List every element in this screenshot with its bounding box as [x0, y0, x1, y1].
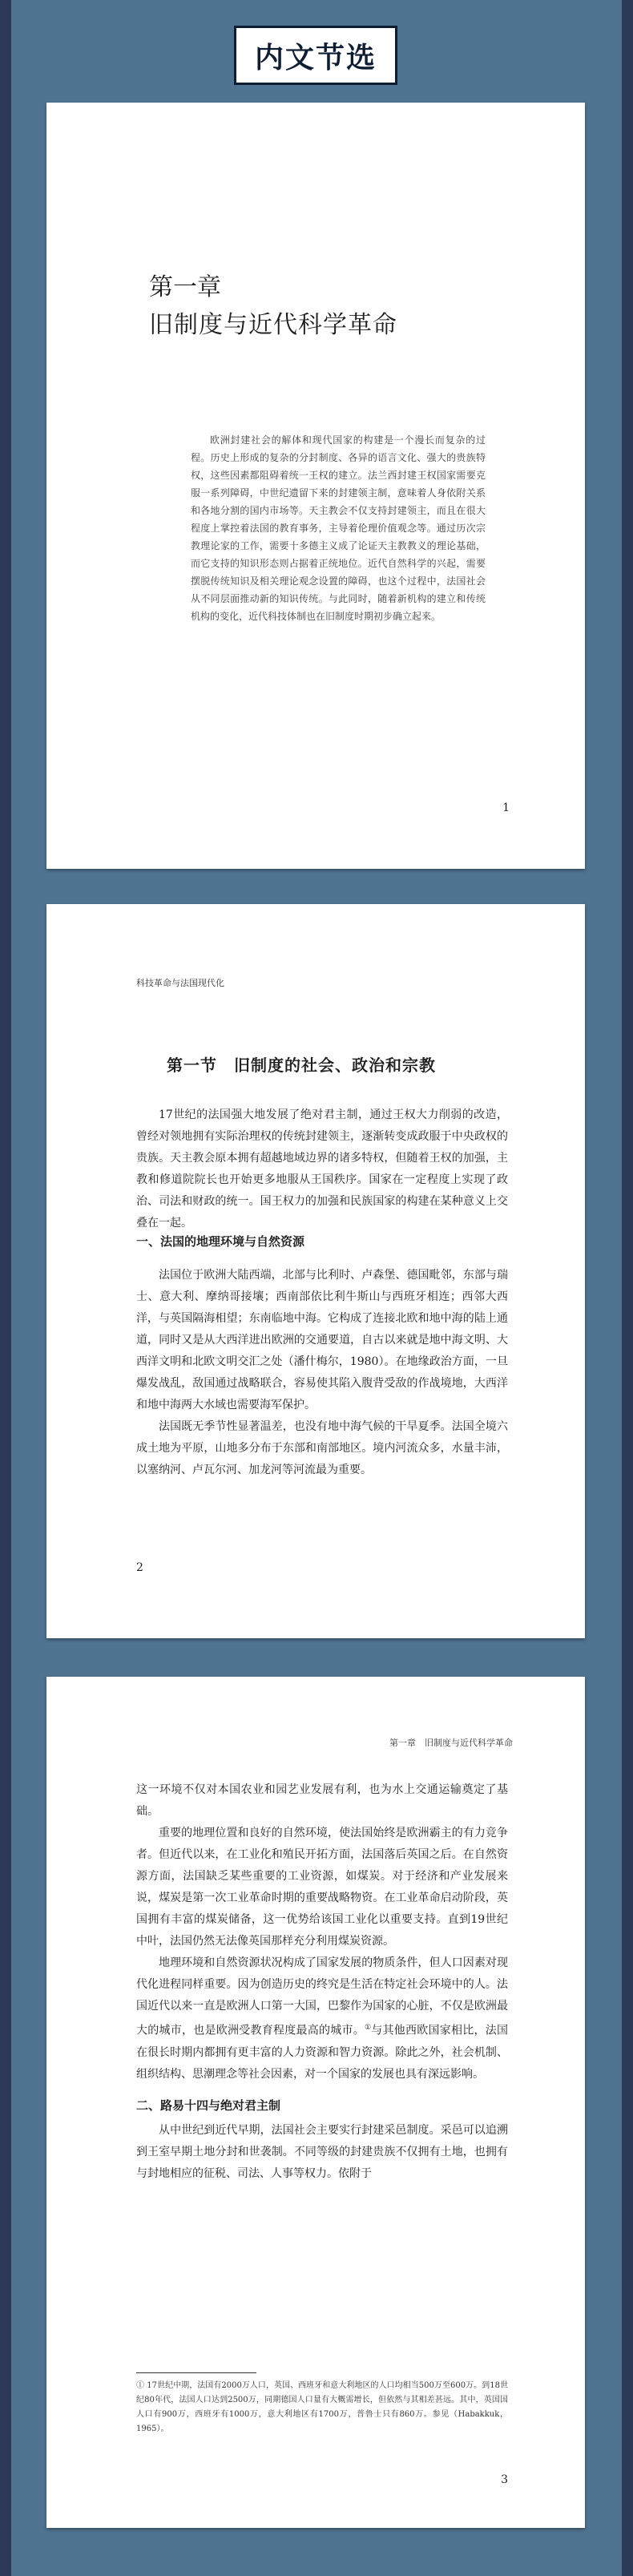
geography-text [136, 1265, 508, 1481]
footnote-divider [136, 2372, 256, 2373]
paragraph: 法国位于欧洲大陆西端，北部与比利时、卢森堡、德国毗邻，东部与瑞士、意大利、摩纳哥接壤；西南部依比利牛斯山与西班牙相连；西邻大西洋，与英国隔海相望；东南临地中海。它构成了连接北欧和地中海的陆上通道，同时又是从大西洋进出欧洲的交通要道，自古以来就是地中海文明、大西洋文明和北欧文明交汇之处（潘什梅尔，1980）。在地缘政治方面，一旦爆发战乱，敌国通过战略联合，容易使其陷入腹背受敌的作战境地，大西洋和地中海两大水域也需要海军保护。 [136, 1269, 508, 1411]
section-title: 第一节 旧制度的社会、政治和宗教 [167, 1056, 436, 1075]
chapter-number: 第一章 [149, 273, 221, 301]
paragraph: 这一环境不仅对本国农业和园艺业发展有利，也为水上交通运输奠定了基础。 [136, 1783, 508, 1818]
paragraph-text: 与其他西欧国家相比，法国在很长时期内都拥有更丰富的人力资源和智力资源。除此之外，社会机制、组织结构、思潮理念等社会因素，对一个国家的发展也具有深远影响。 [136, 2024, 509, 2081]
paragraph [136, 1952, 508, 2085]
book-page-3 [46, 1677, 585, 2528]
excerpt-title-badge: 内文节选 [234, 26, 397, 85]
paragraph-text: 地理环境和自然资源状况构成了国家发展的物质条件，但人口因素对现代化进程同样重要。因为创造历史的终究是生活在特定社会环境中的人。法国近代以来一直是欧洲人口第一大国，巴黎作为国家的心脏，不仅是欧洲最大的城市，也是欧洲受教育程度最高的城市。 [136, 1956, 508, 2037]
running-head: 科技革命与法国现代化 [136, 978, 224, 988]
page-body [136, 1779, 508, 2185]
footnote-marker[interactable]: ① [364, 2024, 372, 2032]
subheading-geography: 一、法国的地理环境与自然资源 [136, 1234, 305, 1249]
paragraph: 法国既无季节性显著温差，也没有地中海气候的干旱夏季。法国全境六成土地为平原，山地多分布于东部和南部地区。境内河流众多，水量丰沛，以塞纳河、卢瓦尔河、加龙河等河流最为重要。 [136, 1420, 508, 1476]
book-page-2 [46, 904, 585, 1638]
running-head: 第一章 旧制度与近代科学革命 [389, 1738, 513, 1748]
paragraph: 重要的地理位置和良好的自然环境，使法国始终是欧洲霸主的有力竞争者。但近代以来，在工业化和殖民开拓方面，法国落后英国之后。在自然资源方面，法国缺乏某些重要的工业资源，如煤炭。对于经济和产业发展来说，煤炭是第一次工业革命时期的重要战略物资。在工业革命启动阶段，英国拥有丰富的煤炭储备，这一优势给该国工业化以重要支持。直到19世纪中叶，法国仍然无法像英国那样充分利用煤炭资源。 [136, 1827, 508, 1948]
section-intro-paragraph: 17世纪的法国强大地发展了绝对君主制，通过王权大力削弱的改造，曾经对领地拥有实际治理权的传统封建领主，逐渐转变成政服于中央政权的贵族。天主教会原本拥有超越地域边界的诸多特权，但随着王权的加强，主教和修道院院长也开始更多地服从王国秩序。国家在一定程度上实现了政治、司法和财政的统一。国王权力的加强和民族国家的构建在某种意义上交叠在一起。 [136, 1108, 508, 1229]
book-page-1 [46, 103, 585, 869]
page-number: 2 [136, 1561, 143, 1574]
page-number: 3 [501, 2473, 508, 2486]
page-number: 1 [502, 801, 510, 814]
chapter-title: 旧制度与近代科学革命 [149, 311, 397, 339]
paragraph: 从中世纪到近代早期，法国社会主要实行封建采邑制度。采邑可以追溯到王室早期土地分封和世袭制。不同等级的封建贵族不仅拥有土地，也拥有与封地相应的征税、司法、人事等权力。依附于 [136, 2123, 508, 2180]
footnote: ① 17世纪中期，法国有2000万人口，英国、西班牙和意大利地区的人口均相当500万至600万。到18世纪80年代，法国人口达到2500万，同期德国人口量有大概需增长，但依然与其相差甚远。其中，英国国人口有900万，西班牙有1000万，意大利地区有1700万，普鲁士只有860万。参见（Habakkuk，1965）。 [136, 2381, 508, 2433]
subheading-louis-xiv: 二、路易十四与绝对君主制 [136, 2098, 281, 2113]
chapter-abstract: 欧洲封建社会的解体和现代国家的构建是一个漫长而复杂的过程。历史上形成的复杂的分封制度、各异的语言文化、强大的贵族特权，这些因素都阻碍着统一王权的建立。法兰西封建王权国家需要克服一系列障碍，中世纪遗留下来的封建领主制，意味着人身依附关系和各地分割的国内市场等。天主教会不仅支持封建领主，而且在很大程度上掌控着法国的教育事务，主导着伦理价值观念等。通过历次宗教理论家的工作，需要十多德主义成了论证天主教教义的理论基础，而它支持的知识形态则占据着正统地位。近代自然科学的兴起，需要摆脱传统知识及相关理论观念设置的障碍，也这个过程中，法国社会从不同层面推动新的知识传统。与此同时，随着新机构的建立和传统机构的变化，近代科技体制也在旧制度时期初步确立起来。 [191, 434, 486, 622]
